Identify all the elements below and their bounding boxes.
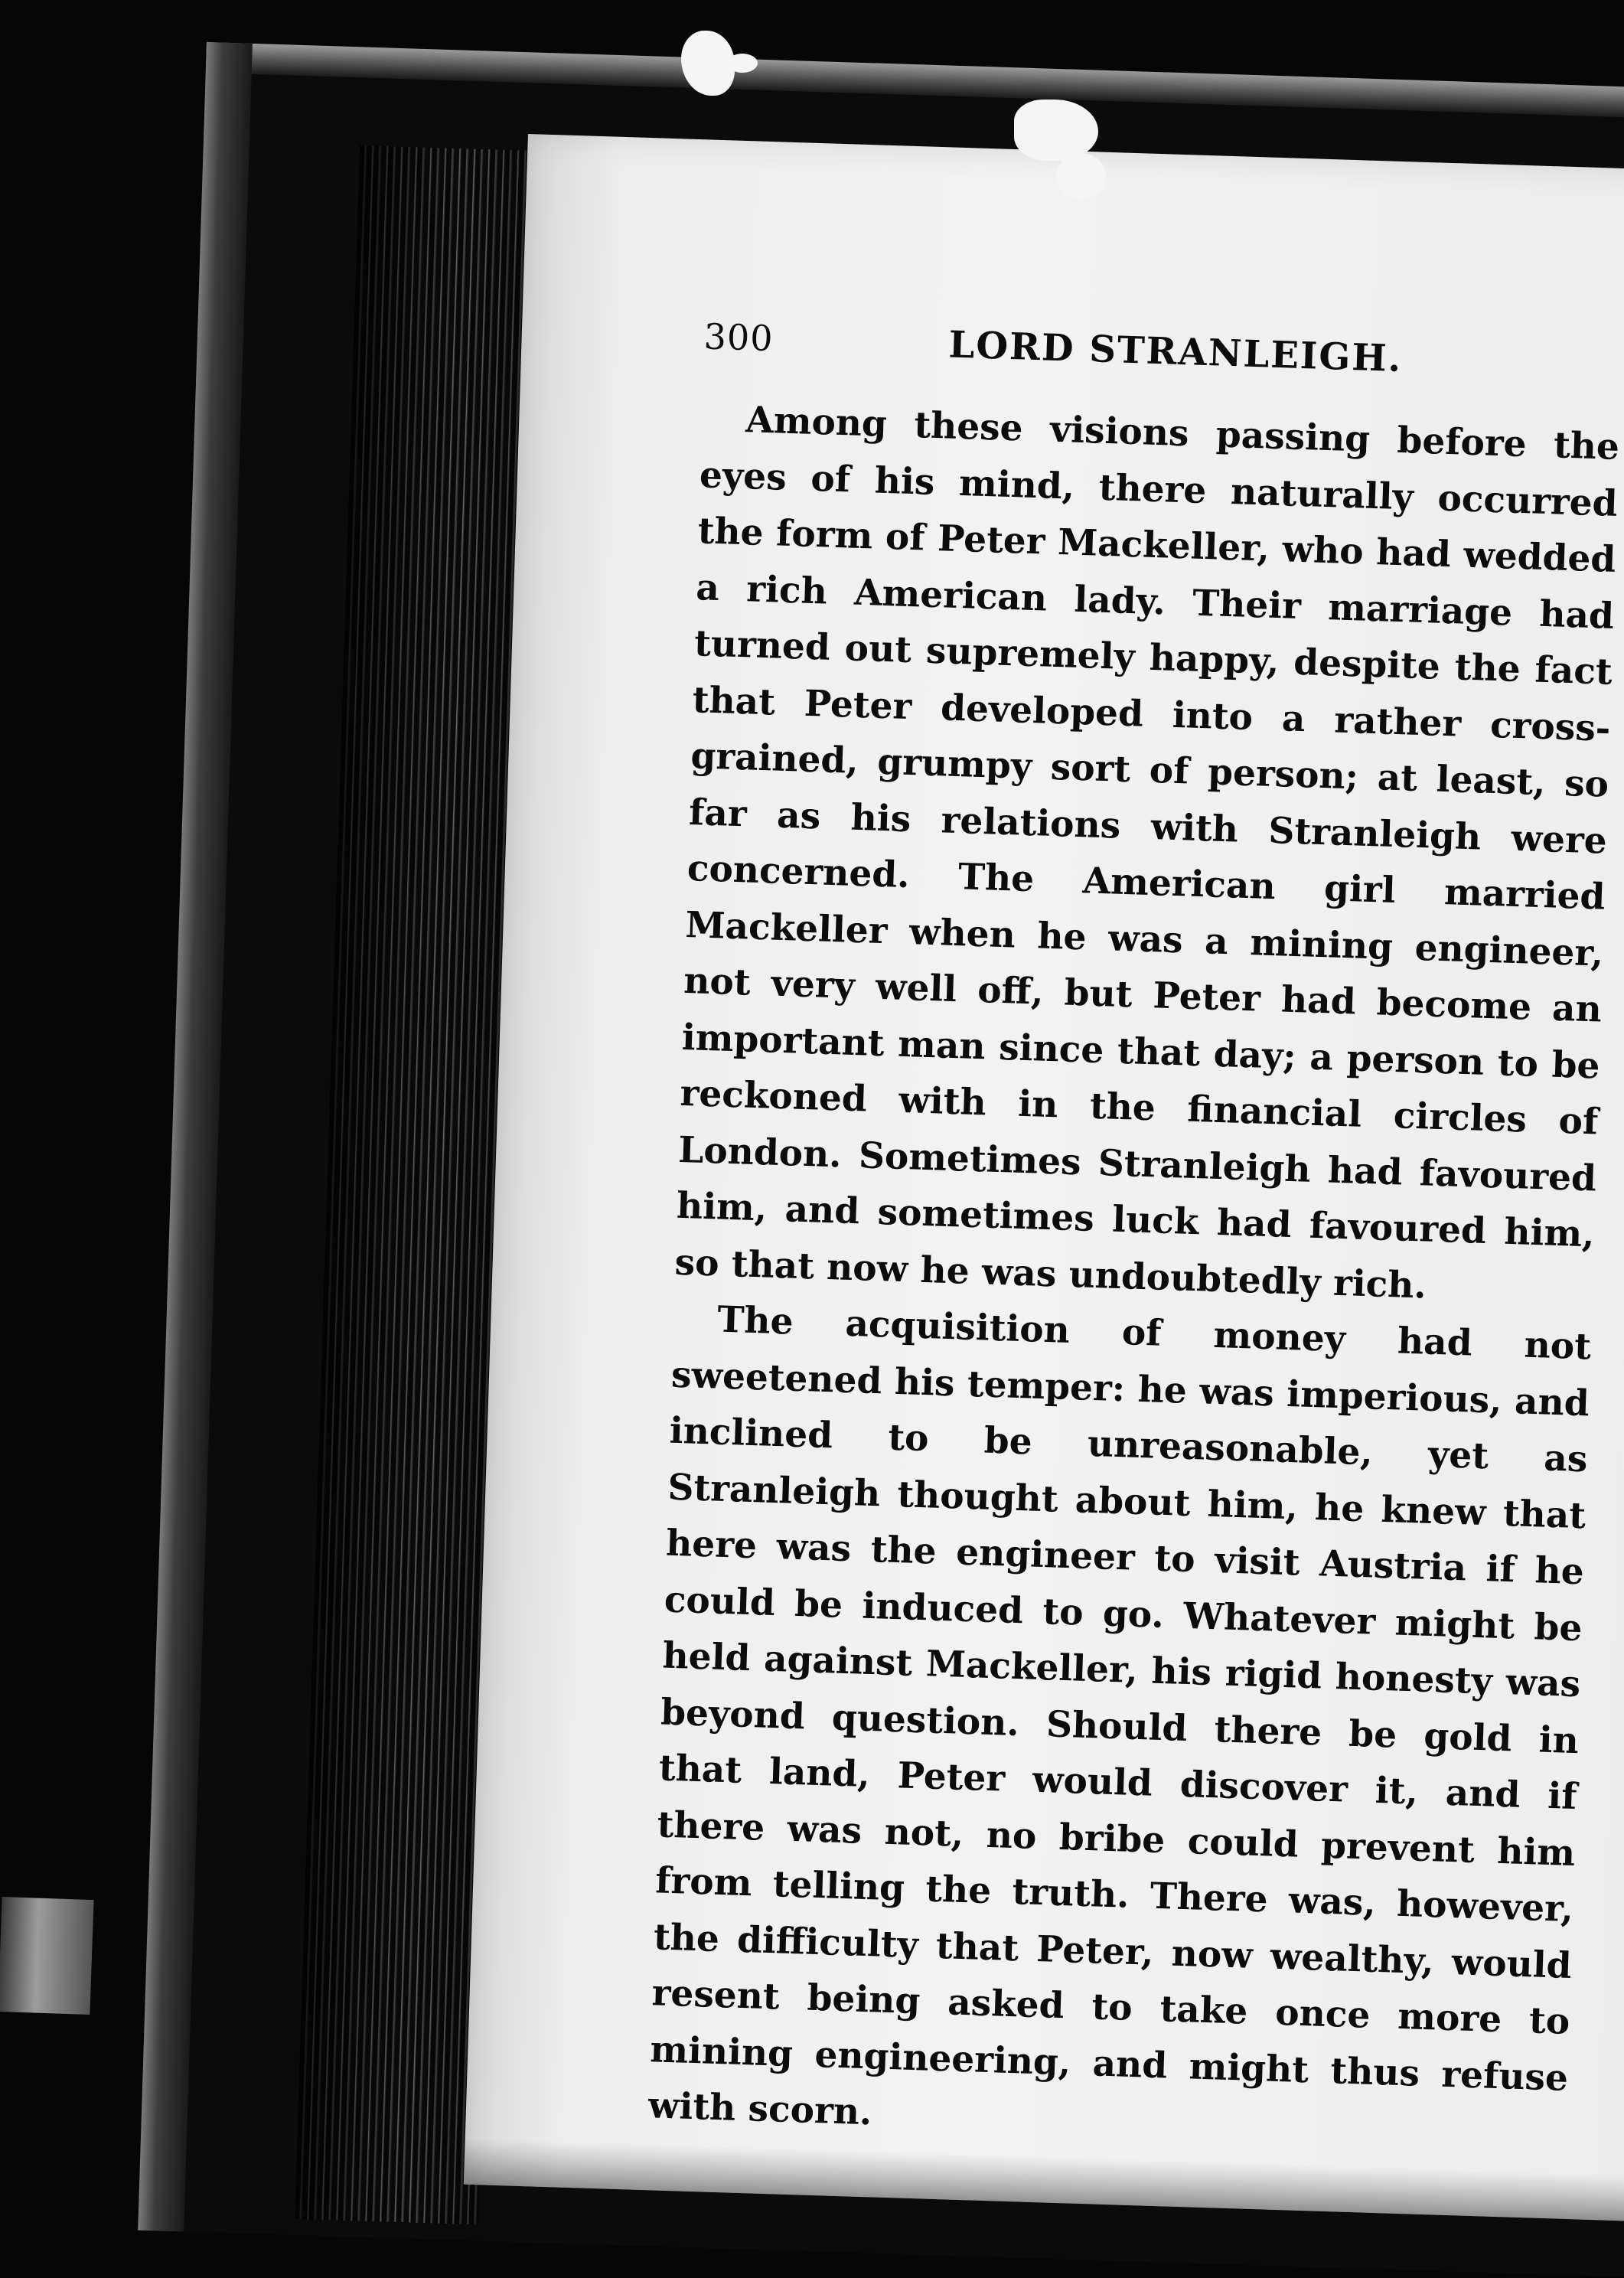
page-content — [647, 315, 1622, 2162]
paper-damage-speck — [727, 54, 758, 73]
paragraph-2: The acquisition of money had not sweetened his temper: he was imperious, and inclined to be unreasonable, yet as Stranleigh thought about him, he knew that here was the engineer to visit Austria if he could be induced to go. Whatever might be held against Mackeller, his rigid honesty was beyond question. Should there be gold in that land, Peter would discover it, and if there was not, no bribe could prevent him from telling the truth. There was, however, the difficulty that Peter, now wealthy, would resent being asked to take once more to mining engineering, and might thus refuse with scorn. — [647, 1298, 1592, 2134]
running-title: LORD STRANLEIGH. — [947, 323, 1404, 381]
cover-left-rim — [138, 42, 253, 2231]
paper-damage-speck — [1014, 100, 1098, 161]
page-number: 300 — [703, 315, 774, 360]
cover-top-rim — [206, 42, 1624, 121]
paper-damage-speck — [1056, 153, 1106, 199]
cover-edge-strip — [0, 1897, 94, 2015]
paragraph-1: Among these visions passing before the eyes of his mind, there naturally occurred the form of Peter Mackeller, who had wedded a rich American lady. Their marriage had turned out supremely happy, despite the fact that Peter developed into a rather cross-grained, grumpy sort of person; at least, so far as his relations with Stranleigh were concerned. The American girl married Mackeller when he was a mining engineer, not very well off, but Peter had become an important man since that day; a person to be reckoned with in the financial circles of London. Sometimes Stranleigh had favoured him, and sometimes luck had favoured him, so that now he was undoubtedly rich. — [673, 399, 1620, 1307]
book-page — [464, 134, 1624, 2222]
page-header — [703, 315, 1622, 406]
